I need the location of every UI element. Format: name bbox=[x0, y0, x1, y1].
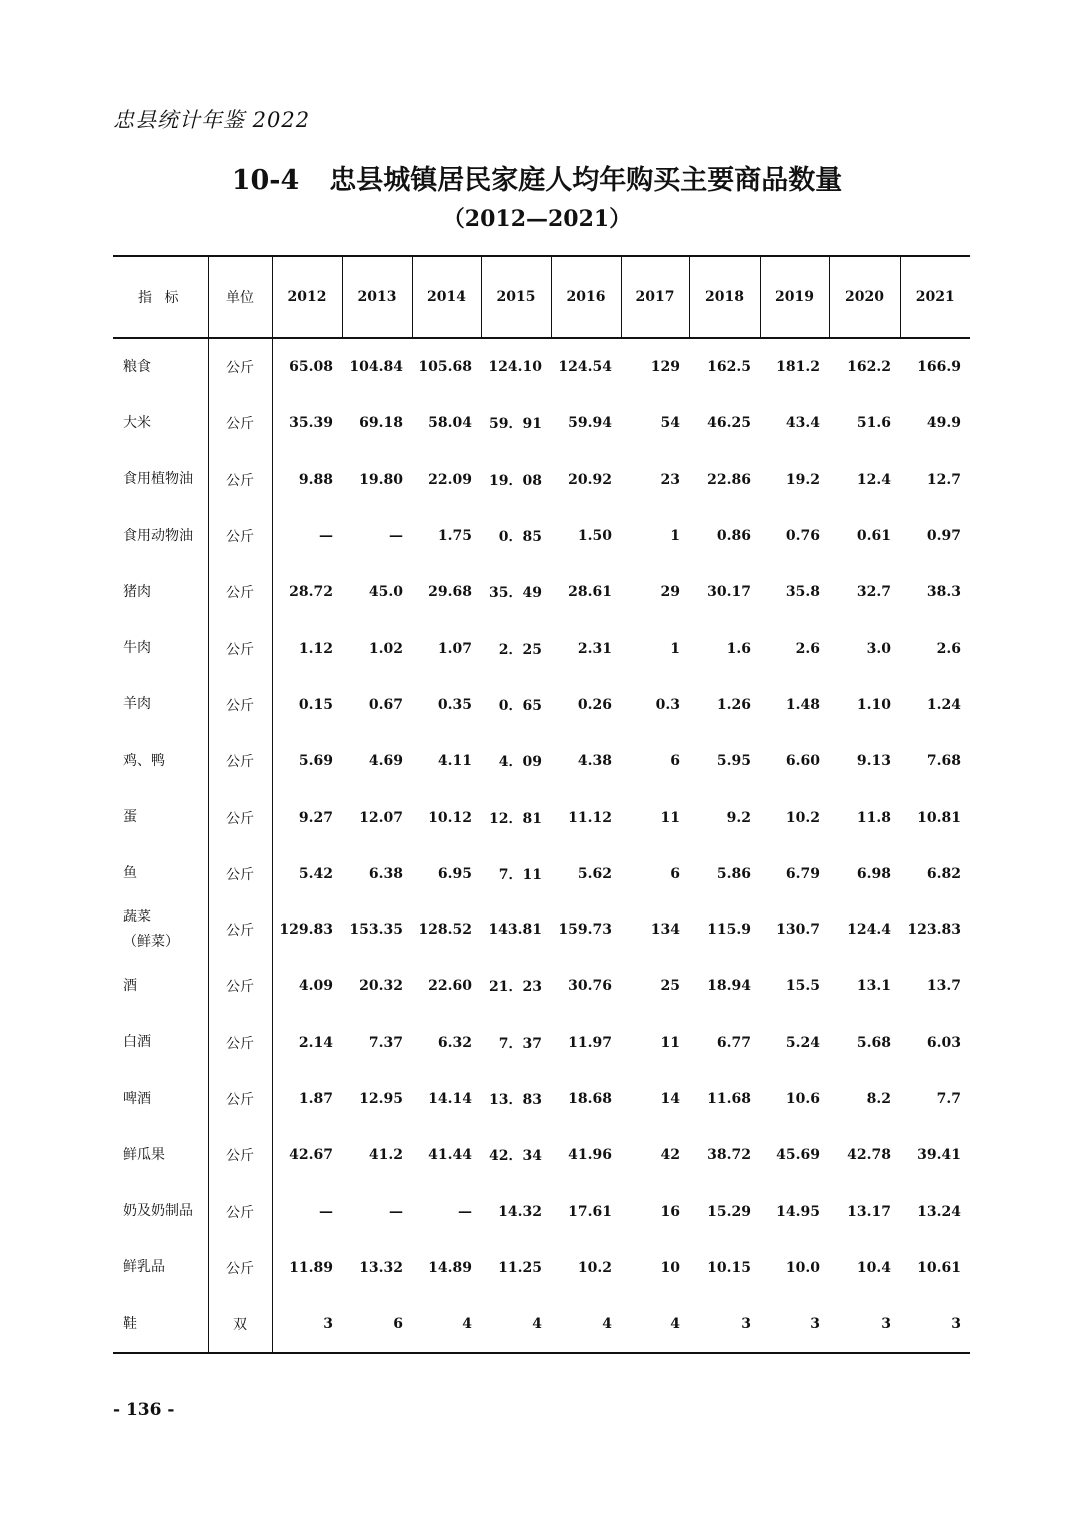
table-cell: 59.94 bbox=[568, 415, 612, 432]
table-cell: 6 bbox=[670, 753, 680, 770]
table-cell: 21．23 bbox=[489, 979, 542, 996]
table-cell: — bbox=[389, 1203, 403, 1220]
table-cell: 9.88 bbox=[298, 471, 333, 488]
table-cell: 19.2 bbox=[785, 471, 820, 488]
table-cell: 6 bbox=[393, 1316, 403, 1333]
table-cell: 41.44 bbox=[428, 1147, 472, 1164]
table-cell: 3 bbox=[951, 1316, 961, 1333]
table-cell: 10.15 bbox=[707, 1259, 751, 1276]
table-cell: 5.95 bbox=[716, 753, 751, 770]
table-cell: 6.38 bbox=[368, 865, 403, 882]
row-label bbox=[113, 1240, 208, 1296]
table-row bbox=[113, 789, 970, 845]
table-cell: 58.04 bbox=[428, 415, 472, 432]
table-cell: 51.6 bbox=[856, 415, 891, 432]
table-cell: — bbox=[458, 1203, 472, 1220]
row-unit: 公斤 bbox=[208, 1240, 272, 1296]
table-cell: 65.08 bbox=[289, 359, 333, 376]
table-title-text: 忠县城镇居民家庭人均年购买主要商品数量 bbox=[329, 165, 843, 196]
table-cell: 10 bbox=[660, 1259, 680, 1276]
row-unit: 公斤 bbox=[208, 1071, 272, 1127]
table-cell: 6.95 bbox=[437, 865, 472, 882]
table-cell: 3.0 bbox=[866, 640, 891, 657]
table-cell: 1.87 bbox=[298, 1091, 333, 1107]
table-cell: 43.4 bbox=[785, 415, 820, 432]
table-cell: 0．85 bbox=[498, 529, 542, 546]
table-cell: 10.0 bbox=[785, 1259, 820, 1276]
table-row bbox=[113, 1240, 970, 1296]
table-cell: 124.54 bbox=[558, 359, 612, 376]
table-cell: 0.76 bbox=[785, 528, 820, 545]
table-cell: 0.15 bbox=[298, 696, 333, 713]
row-label bbox=[113, 677, 208, 733]
table-cell: 5.69 bbox=[298, 753, 333, 770]
table-cell: 39.41 bbox=[917, 1147, 961, 1164]
row-label-text: 啤酒 bbox=[123, 1090, 151, 1107]
table-cell: 10.61 bbox=[917, 1259, 961, 1276]
table-cell: 13.32 bbox=[359, 1259, 403, 1276]
table-cell: 1.10 bbox=[856, 696, 891, 713]
table-cell: 32.7 bbox=[856, 584, 891, 601]
table-cell: — bbox=[319, 528, 333, 545]
row-label-text: 酒 bbox=[123, 977, 137, 994]
table-cell: 7.68 bbox=[926, 753, 961, 770]
table-cell: 54 bbox=[660, 415, 680, 432]
table-cell: 9.2 bbox=[726, 809, 751, 826]
table-cell: 6.77 bbox=[716, 1034, 751, 1051]
row-label bbox=[113, 564, 208, 620]
table-cell: 7.37 bbox=[368, 1034, 403, 1051]
table-cell: 1.26 bbox=[716, 696, 751, 713]
table-cell: 6.60 bbox=[785, 753, 820, 770]
table-cell: 0.26 bbox=[577, 696, 612, 713]
table-number: 10-4 bbox=[231, 165, 300, 196]
row-label-sub: （鲜菜） bbox=[123, 934, 179, 951]
table-cell: 14.89 bbox=[428, 1259, 472, 1276]
table-row bbox=[113, 1183, 970, 1239]
table-row bbox=[113, 733, 970, 789]
table-cell: 5.68 bbox=[856, 1034, 891, 1051]
table-cell: 10.6 bbox=[785, 1091, 820, 1107]
row-unit: 双 bbox=[208, 1296, 272, 1353]
table-cell: 166.9 bbox=[917, 359, 961, 376]
table-cell: 14.32 bbox=[498, 1203, 542, 1220]
table-cell: 2.14 bbox=[298, 1034, 333, 1051]
table-cell: 1.6 bbox=[726, 640, 751, 657]
row-unit: 公斤 bbox=[208, 733, 272, 789]
table-cell: 0.97 bbox=[926, 528, 961, 545]
row-unit: 公斤 bbox=[208, 338, 272, 395]
table-cell: 143.81 bbox=[488, 922, 542, 939]
table-cell: 4 bbox=[532, 1316, 542, 1333]
table-cell: 6.82 bbox=[926, 865, 961, 882]
table-cell: 29.68 bbox=[428, 584, 472, 601]
table-cell: 20.92 bbox=[568, 471, 612, 488]
col-header-year: 2018 bbox=[689, 256, 760, 338]
table-cell: 13.24 bbox=[917, 1203, 961, 1220]
row-label-text: 鸡、鸭 bbox=[123, 752, 165, 769]
row-label-text: 奶及奶制品 bbox=[123, 1203, 193, 1220]
table-cell: 1.12 bbox=[298, 640, 333, 657]
table-cell: 130.7 bbox=[776, 922, 820, 939]
table-cell: 30.17 bbox=[707, 584, 751, 601]
row-label-text: 猪肉 bbox=[123, 583, 151, 600]
row-unit: 公斤 bbox=[208, 452, 272, 508]
table-cell: 11 bbox=[660, 809, 680, 826]
col-header-indicator: 指 标 bbox=[113, 256, 208, 338]
table-cell: 42 bbox=[660, 1147, 680, 1164]
row-label-text: 鲜乳品 bbox=[123, 1259, 165, 1276]
row-label-text: 鱼 bbox=[123, 865, 137, 882]
data-table bbox=[113, 255, 970, 1354]
table-row bbox=[113, 1127, 970, 1183]
table-cell: 2.31 bbox=[577, 640, 612, 657]
table-cell: 0．65 bbox=[498, 697, 542, 714]
table-cell: 12.7 bbox=[926, 471, 961, 488]
table-cell: 16 bbox=[660, 1203, 680, 1220]
table-cell: 22.86 bbox=[707, 471, 751, 488]
row-label-text: 蔬菜 bbox=[123, 909, 151, 926]
table-cell: 1.75 bbox=[437, 528, 472, 545]
table-row bbox=[113, 958, 970, 1014]
table-cell: 35.39 bbox=[289, 415, 333, 432]
table-row bbox=[113, 846, 970, 902]
table-row bbox=[113, 508, 970, 564]
table-cell: 11.8 bbox=[856, 809, 891, 826]
table-cell: 10.2 bbox=[785, 809, 820, 826]
row-label-text: 牛肉 bbox=[123, 640, 151, 657]
col-header-year: 2012 bbox=[272, 256, 342, 338]
table-cell: 69.18 bbox=[359, 415, 403, 432]
table-cell: 35.8 bbox=[785, 584, 820, 601]
table-cell: 153.35 bbox=[349, 922, 403, 939]
table-cell: 15.29 bbox=[707, 1203, 751, 1220]
row-label bbox=[113, 1296, 208, 1353]
table-cell: 12.07 bbox=[359, 809, 403, 826]
table-cell: 124.4 bbox=[847, 922, 891, 939]
table-cell: 6 bbox=[670, 865, 680, 882]
table-cell: 12.95 bbox=[359, 1091, 403, 1107]
row-label-text: 粮食 bbox=[123, 358, 151, 375]
col-header-unit: 单位 bbox=[208, 256, 272, 338]
row-unit: 公斤 bbox=[208, 1127, 272, 1183]
table-cell: 123.83 bbox=[907, 922, 961, 939]
table-cell: 35．49 bbox=[489, 585, 542, 602]
row-unit: 公斤 bbox=[208, 677, 272, 733]
table-cell: 5.42 bbox=[298, 865, 333, 882]
table-row bbox=[113, 452, 970, 508]
table-cell: 2.6 bbox=[795, 640, 820, 657]
table-cell: 8.2 bbox=[866, 1091, 891, 1107]
row-label-text: 大米 bbox=[123, 414, 151, 431]
table-cell: 162.5 bbox=[707, 359, 751, 376]
table-row bbox=[113, 1071, 970, 1127]
row-unit: 公斤 bbox=[208, 1015, 272, 1071]
table-cell: 5.86 bbox=[716, 865, 751, 882]
table-cell: 5.24 bbox=[785, 1034, 820, 1051]
table-cell: 42.67 bbox=[289, 1147, 333, 1164]
table-cell: 45.69 bbox=[776, 1147, 820, 1164]
table-cell: 46.25 bbox=[707, 415, 751, 432]
table-cell: 7．11 bbox=[498, 866, 542, 883]
table-cell: 14.14 bbox=[428, 1091, 472, 1107]
table-cell: 38.3 bbox=[926, 584, 961, 601]
row-label bbox=[113, 395, 208, 451]
table-cell: 115.9 bbox=[707, 922, 751, 939]
row-unit: 公斤 bbox=[208, 508, 272, 564]
table-cell: 7．37 bbox=[498, 1035, 542, 1052]
table-cell: 11.89 bbox=[289, 1259, 333, 1276]
table-cell: 13．83 bbox=[489, 1092, 542, 1108]
table-cell: 3 bbox=[881, 1316, 891, 1333]
table-cell: 11.68 bbox=[707, 1091, 751, 1107]
table-cell: 5.62 bbox=[577, 865, 612, 882]
table-cell: 17.61 bbox=[568, 1203, 612, 1220]
table-cell: 4 bbox=[462, 1316, 472, 1333]
table-cell: 1 bbox=[670, 528, 680, 545]
table-cell: 159.73 bbox=[558, 922, 612, 939]
table-cell: 38.72 bbox=[707, 1147, 751, 1164]
col-header-year: 2014 bbox=[412, 256, 481, 338]
table-cell: 18.94 bbox=[707, 978, 751, 995]
table-row bbox=[113, 338, 970, 395]
table-row bbox=[113, 1015, 970, 1071]
table-cell: 4 bbox=[602, 1316, 612, 1333]
table-cell: 2.6 bbox=[936, 640, 961, 657]
table-cell: 4.69 bbox=[368, 753, 403, 770]
table-cell: 3 bbox=[323, 1316, 333, 1333]
table-cell: 22.60 bbox=[428, 978, 472, 995]
table-cell: 11.97 bbox=[568, 1034, 612, 1051]
col-header-year: 2016 bbox=[551, 256, 621, 338]
table-cell: 162.2 bbox=[847, 359, 891, 376]
table-cell: 9.27 bbox=[298, 809, 333, 826]
table-header-row bbox=[113, 256, 970, 338]
table-cell: 41.96 bbox=[568, 1147, 612, 1164]
table-cell: 3 bbox=[741, 1316, 751, 1333]
table-cell: 12.4 bbox=[856, 471, 891, 488]
row-label-text: 食用植物油 bbox=[123, 471, 193, 488]
row-label bbox=[113, 1183, 208, 1239]
table-cell: 28.61 bbox=[568, 584, 612, 601]
table-cell: 13.7 bbox=[926, 978, 961, 995]
table-cell: 25 bbox=[660, 978, 680, 995]
table-cell: 1.48 bbox=[785, 696, 820, 713]
table-cell: 1 bbox=[670, 640, 680, 657]
table-cell: 19．08 bbox=[489, 472, 542, 489]
table-cell: 22.09 bbox=[428, 471, 472, 488]
row-label bbox=[113, 1015, 208, 1071]
table-row bbox=[113, 564, 970, 620]
table-cell: 49.9 bbox=[926, 415, 961, 432]
row-unit: 公斤 bbox=[208, 902, 272, 958]
table-cell: 10.4 bbox=[856, 1259, 891, 1276]
table-cell: 15.5 bbox=[785, 978, 820, 995]
table-cell: 14.95 bbox=[776, 1203, 820, 1220]
table-cell: 59．91 bbox=[489, 416, 542, 433]
row-label-text: 食用动物油 bbox=[123, 527, 193, 544]
row-label bbox=[113, 620, 208, 676]
table-cell: — bbox=[389, 528, 403, 545]
table-cell: 4 bbox=[670, 1316, 680, 1333]
table-cell: 0.86 bbox=[716, 528, 751, 545]
row-label bbox=[113, 452, 208, 508]
row-unit: 公斤 bbox=[208, 395, 272, 451]
table-cell: 181.2 bbox=[776, 359, 820, 376]
row-unit: 公斤 bbox=[208, 564, 272, 620]
table-cell: 1.07 bbox=[437, 640, 472, 657]
table-cell: 4．09 bbox=[498, 754, 542, 771]
page-number: - 136 - bbox=[113, 1400, 175, 1420]
table-cell: — bbox=[319, 1203, 333, 1220]
table-cell: 29 bbox=[660, 584, 680, 601]
table-cell: 41.2 bbox=[368, 1147, 403, 1164]
table-cell: 3 bbox=[810, 1316, 820, 1333]
col-header-year: 2013 bbox=[342, 256, 412, 338]
table-cell: 19.80 bbox=[359, 471, 403, 488]
table-cell: 42.78 bbox=[847, 1147, 891, 1164]
col-header-year: 2021 bbox=[900, 256, 970, 338]
table-cell: 134 bbox=[650, 922, 680, 939]
table-cell: 18.68 bbox=[568, 1091, 612, 1107]
table-cell: 0.61 bbox=[856, 528, 891, 545]
table-cell: 2．25 bbox=[498, 641, 542, 658]
row-label-text: 白酒 bbox=[123, 1034, 151, 1051]
table-cell: 42．34 bbox=[489, 1148, 542, 1165]
table-cell: 11.25 bbox=[498, 1259, 542, 1276]
row-label-text: 鲜瓜果 bbox=[123, 1146, 165, 1163]
table-cell: 0.3 bbox=[655, 696, 680, 713]
row-label bbox=[113, 1071, 208, 1127]
table-cell: 6.98 bbox=[856, 865, 891, 882]
row-label bbox=[113, 958, 208, 1014]
table-cell: 11 bbox=[660, 1034, 680, 1051]
table-cell: 14 bbox=[660, 1091, 680, 1107]
table-cell: 0.35 bbox=[437, 696, 472, 713]
col-header-year: 2019 bbox=[760, 256, 829, 338]
row-label bbox=[113, 338, 208, 395]
table-cell: 128.52 bbox=[418, 922, 472, 939]
table-cell: 23 bbox=[660, 471, 680, 488]
table-body bbox=[113, 338, 970, 1353]
table-row bbox=[113, 620, 970, 676]
table-cell: 45.0 bbox=[368, 584, 403, 601]
row-label-text: 鞋 bbox=[123, 1315, 137, 1332]
table-cell: 6.32 bbox=[437, 1034, 472, 1051]
table-cell: 1.50 bbox=[577, 528, 612, 545]
row-label-text: 蛋 bbox=[123, 809, 137, 826]
table-cell: 11.12 bbox=[568, 809, 612, 826]
table-cell: 10.12 bbox=[428, 809, 472, 826]
table-cell: 7.7 bbox=[936, 1091, 961, 1107]
table-cell: 124.10 bbox=[488, 359, 542, 376]
row-label bbox=[113, 902, 208, 958]
table-cell: 10.81 bbox=[917, 809, 961, 826]
table-row bbox=[113, 677, 970, 733]
table-title bbox=[0, 158, 1074, 197]
row-label bbox=[113, 846, 208, 902]
table-cell: 4.11 bbox=[437, 753, 472, 770]
table-cell: 104.84 bbox=[349, 359, 403, 376]
table-cell: 105.68 bbox=[418, 359, 472, 376]
table-row bbox=[113, 395, 970, 451]
table-cell: 12．81 bbox=[489, 810, 542, 827]
table-cell: 129 bbox=[650, 359, 680, 376]
table-cell: 0.67 bbox=[368, 696, 403, 713]
row-unit: 公斤 bbox=[208, 1183, 272, 1239]
table-cell: 13.17 bbox=[847, 1203, 891, 1220]
col-header-year: 2017 bbox=[621, 256, 689, 338]
table-cell: 4.09 bbox=[298, 978, 333, 995]
table-cell: 9.13 bbox=[856, 753, 891, 770]
row-unit: 公斤 bbox=[208, 789, 272, 845]
table-cell: 28.72 bbox=[289, 584, 333, 601]
table-cell: 13.1 bbox=[856, 978, 891, 995]
table-cell: 10.2 bbox=[577, 1259, 612, 1276]
row-unit: 公斤 bbox=[208, 620, 272, 676]
running-header: 忠县统计年鉴 2022 bbox=[113, 108, 311, 132]
table-cell: 6.03 bbox=[926, 1034, 961, 1051]
row-label-text: 羊肉 bbox=[123, 696, 151, 713]
table-cell: 1.24 bbox=[926, 696, 961, 713]
table-cell: 6.79 bbox=[785, 865, 820, 882]
table-cell: 129.83 bbox=[279, 922, 333, 939]
row-label bbox=[113, 1127, 208, 1183]
table-cell: 1.02 bbox=[368, 640, 403, 657]
row-label bbox=[113, 733, 208, 789]
row-label bbox=[113, 508, 208, 564]
col-header-year: 2015 bbox=[481, 256, 551, 338]
col-header-year: 2020 bbox=[829, 256, 900, 338]
table-cell: 20.32 bbox=[359, 978, 403, 995]
table-cell: 4.38 bbox=[577, 753, 612, 770]
table-cell: 30.76 bbox=[568, 978, 612, 995]
table-row bbox=[113, 1296, 970, 1353]
row-unit: 公斤 bbox=[208, 846, 272, 902]
table-subtitle: （2012—2021） bbox=[442, 206, 632, 232]
table-row bbox=[113, 902, 970, 958]
row-label bbox=[113, 789, 208, 845]
row-unit: 公斤 bbox=[208, 958, 272, 1014]
